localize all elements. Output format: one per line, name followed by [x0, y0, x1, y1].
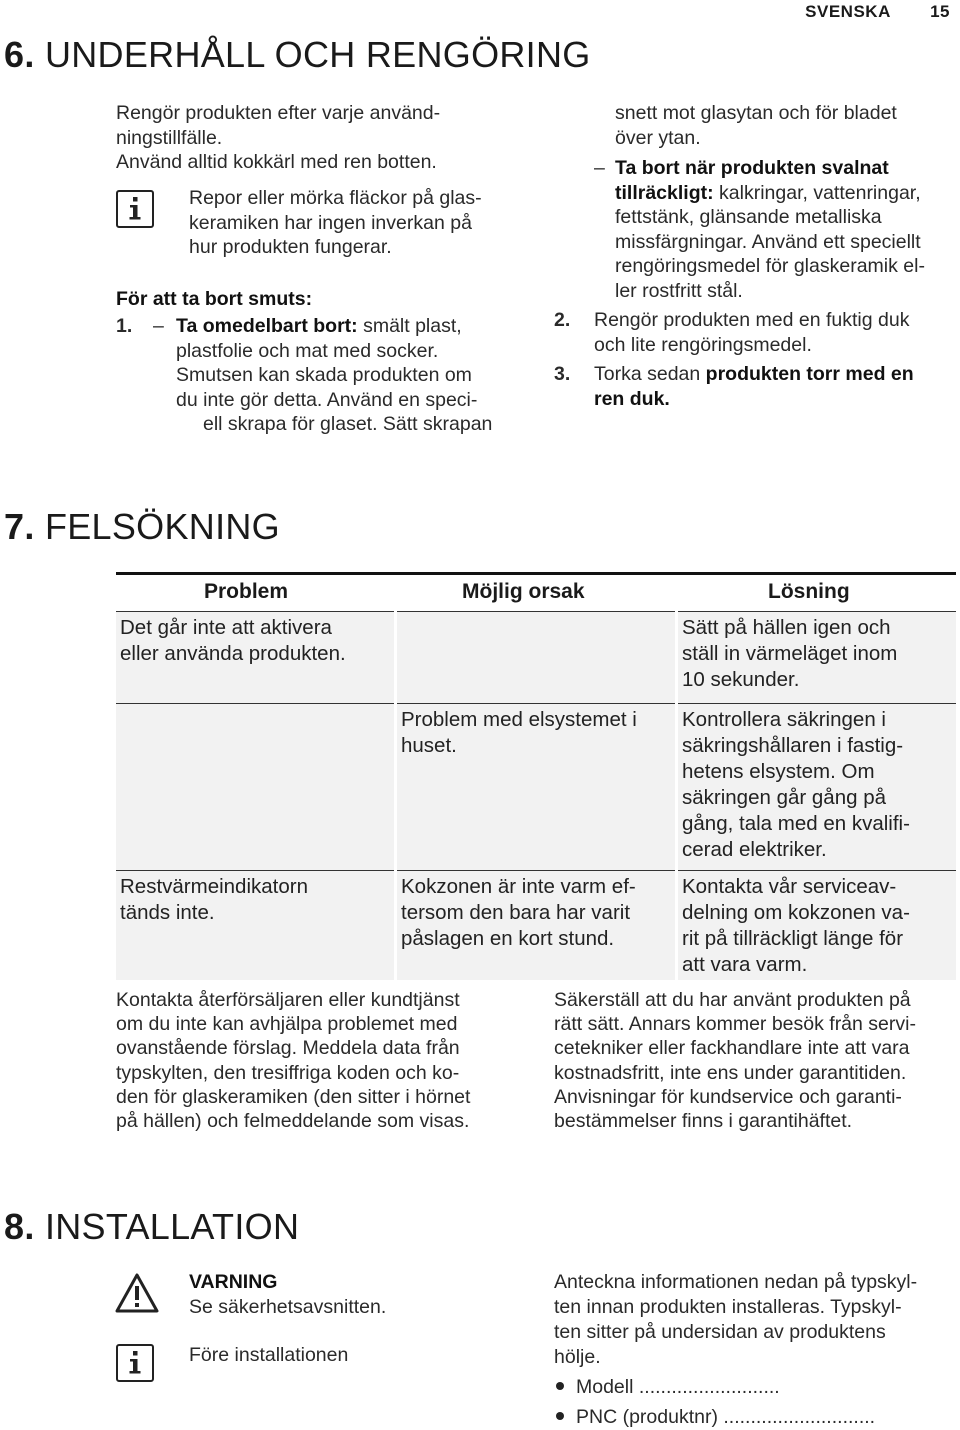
info-note	[189, 186, 482, 260]
bullet-text: PNC (produktnr) ............................	[576, 1406, 876, 1428]
text-line: att vara varm.	[682, 953, 808, 976]
text-line: Använd alltid kokkärl med ren botten.	[116, 151, 437, 173]
table-row	[116, 870, 956, 980]
text-fragment: smält plast,	[357, 315, 462, 337]
step-1-text-cont: ell skrapa för glaset. Sätt skrapan	[203, 413, 493, 435]
step-3-text	[594, 362, 914, 411]
text-line: och lite rengöringsmedel.	[594, 333, 812, 356]
text-line: över ytan.	[615, 126, 701, 149]
solution-cell	[678, 870, 956, 980]
bold-text: Ta bort när produkten svalnat	[615, 157, 889, 179]
table-row	[116, 611, 956, 703]
text-line: plastfolie och mat med socker.	[176, 339, 439, 362]
step-1-dash: –	[153, 315, 164, 337]
section-number: 8.	[4, 1206, 35, 1247]
text-line: Kontakta återförsäljaren eller kundtjänst	[116, 989, 460, 1011]
intro-paragraph	[116, 101, 440, 175]
warning-block	[189, 1270, 386, 1319]
page-header	[805, 2, 950, 22]
remove-dirt-heading: För att ta bort smuts:	[116, 288, 313, 310]
text-line: rit på tillräckligt länge för	[682, 927, 904, 950]
text-line: ten innan produkten installeras. Typskyl-	[554, 1296, 902, 1318]
text-line: Anteckna informationen nedan på typskyl-	[554, 1271, 918, 1293]
bold-text: produkten torr med en	[705, 363, 914, 385]
text-line: snett mot glasytan och för bladet	[615, 102, 897, 124]
section-number: 7.	[4, 506, 35, 547]
section-8-heading	[4, 1206, 299, 1248]
step-2-number: 2.	[554, 309, 571, 331]
text-line: Restvärmeindikatorn	[120, 875, 308, 898]
text-line: kostnadsfritt, inte ens under garantitiden.	[554, 1061, 907, 1084]
cause-cell	[397, 870, 675, 980]
section-title: INSTALLATION	[44, 1206, 300, 1247]
step-1-bold: Ta omedelbart bort:	[176, 315, 358, 337]
step-3-number: 3.	[554, 363, 571, 385]
text-line: tersom den bara har varit	[401, 901, 631, 924]
bullet-text: Modell ..........................	[576, 1376, 780, 1398]
text-line: Rengör produkten efter varje använd-	[116, 102, 441, 124]
warning-title: VARNING	[189, 1271, 278, 1293]
solution-cell	[678, 703, 956, 870]
text-line: du inte gör detta. Använd en speci-	[176, 388, 478, 411]
warning-text: Se säkerhetsavsnitten.	[189, 1295, 387, 1318]
text-line: Anvisningar för kundservice och garanti-	[554, 1085, 902, 1108]
info-icon	[116, 190, 154, 228]
bold-text: ren duk.	[594, 387, 670, 410]
text-line: keramiken har ingen inverkan på	[189, 211, 472, 234]
text-line: Smutsen kan skada produkten om	[176, 364, 472, 386]
text-line: ler rostfritt stål.	[615, 279, 743, 302]
contact-dealer-note	[116, 988, 470, 1133]
section-title: FELSÖKNING	[44, 506, 280, 547]
text-line: hölje.	[554, 1346, 601, 1368]
text-line: cerad elektriker.	[682, 838, 827, 861]
header-cause: Möjlig orsak	[462, 580, 585, 603]
text-line: den för glaskeramiken (den sitter i hörnet	[116, 1085, 471, 1108]
step-1-number: 1.	[116, 315, 133, 337]
text-line: Kontrollera säkringen i	[682, 708, 886, 731]
text-line: Rengör produkten med en fuktig duk	[594, 309, 910, 331]
section-6-heading	[4, 34, 591, 76]
text-fragment: kalkringar, vattenringar,	[713, 181, 921, 204]
cause-cell	[397, 703, 675, 870]
text-line: delning om kokzonen va-	[682, 901, 910, 924]
text-line: Det går inte att aktivera	[120, 616, 332, 639]
step-1-dash-2: –	[594, 157, 605, 179]
text-line: Repor eller mörka fläckor på glas-	[189, 187, 482, 209]
bullet-icon	[556, 1412, 564, 1420]
step-1-continuation	[615, 101, 897, 150]
page-number: 15	[930, 2, 950, 21]
text-line: ningstillfälle.	[116, 126, 223, 149]
before-installation-note: Före installationen	[189, 1344, 349, 1366]
problem-cell	[116, 611, 394, 703]
text-line: ten sitter på undersidan av produktens	[554, 1321, 886, 1343]
text-line: Kontakta vår serviceav-	[682, 875, 897, 898]
text-line: säkringen går gång på	[682, 786, 887, 809]
problem-cell	[116, 703, 394, 870]
bullet-icon	[556, 1382, 564, 1390]
rating-plate-note	[554, 1270, 917, 1370]
text-line: om du inte kan avhjälpa problemet med	[116, 1013, 458, 1036]
text-line: missfärgningar. Använd ett speciellt	[615, 230, 921, 253]
text-fragment: Torka sedan	[594, 363, 706, 385]
text-line: ställ in värmeläget inom	[682, 642, 898, 665]
text-line: på hällen) och felmeddelande som visas.	[116, 1110, 470, 1133]
text-line: Kokzonen är inte varm ef-	[401, 875, 636, 898]
text-line: huset.	[401, 734, 457, 757]
text-line: gång, tala med en kvalifi-	[682, 812, 910, 835]
model-bullet	[556, 1375, 780, 1400]
language-label: SVENSKA	[805, 2, 891, 21]
table-header	[116, 575, 956, 611]
text-line: Problem med elsystemet i	[401, 708, 637, 731]
text-line: Sätt på hällen igen och	[682, 616, 891, 639]
warning-triangle-icon	[114, 1272, 160, 1314]
text-line: hetens elsystem. Om	[682, 760, 875, 783]
text-line: Säkerställ att du har använt produkten på	[554, 989, 911, 1011]
text-line: tänds inte.	[120, 901, 215, 924]
problem-cell	[116, 870, 394, 980]
text-line: hur produkten fungerar.	[189, 236, 392, 258]
step-2-text	[594, 308, 909, 357]
table-row	[116, 703, 956, 870]
bold-text: tillräckligt:	[615, 181, 714, 204]
section-title: UNDERHÅLL OCH RENGÖRING	[44, 34, 591, 75]
solution-cell	[678, 611, 956, 703]
text-line: rätt sätt. Annars kommer besök från servi-	[554, 1013, 916, 1036]
text-line: fettstänk, glänsande metalliska	[615, 206, 882, 228]
troubleshooting-table	[116, 572, 956, 980]
header-solution: Lösning	[768, 580, 850, 603]
header-problem: Problem	[204, 580, 289, 603]
section-7-heading	[4, 506, 280, 548]
cause-cell	[397, 611, 675, 703]
text-line: typskylten, den tresiffriga koden och ko-	[116, 1061, 460, 1084]
text-line: cetekniker eller fackhandlare inte att vara	[554, 1037, 910, 1060]
text-line: bestämmelser finns i garantihäftet.	[554, 1110, 853, 1133]
text-line: 10 sekunder.	[682, 668, 800, 691]
text-line: påslagen en kort stund.	[401, 927, 615, 950]
step-1-second-item	[615, 156, 925, 303]
pnc-bullet	[556, 1405, 875, 1430]
text-line: ovanstående förslag. Meddela data från	[116, 1037, 460, 1060]
text-line: säkringshållaren i fastig-	[682, 734, 904, 757]
text-line: eller använda produkten.	[120, 642, 346, 665]
text-line: rengöringsmedel för glaskeramik el-	[615, 255, 925, 277]
warranty-note	[554, 988, 916, 1133]
section-number: 6.	[4, 34, 35, 75]
step-1-text	[176, 314, 477, 412]
info-icon	[116, 1344, 154, 1382]
